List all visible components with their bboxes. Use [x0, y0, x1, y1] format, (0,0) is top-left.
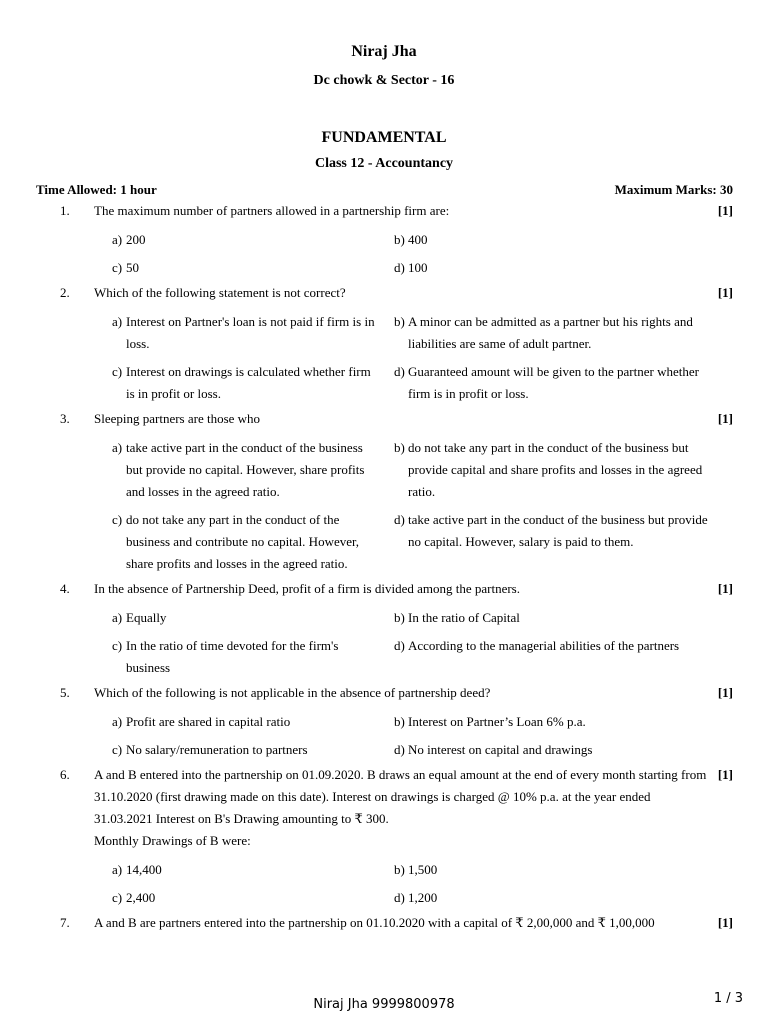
option-text: take active part in the conduct of the business but provide no capital. However, share profits and losses in the agreed ratio. [126, 440, 365, 499]
question-text: A and B are partners entered into the partnership on 01.10.2020 with a capital of ₹ 2,00,000 and ₹ 1,00,000 [94, 915, 655, 930]
option-text: do not take any part in the conduct of the business and contribute no capital. However, share profits and losses in the agreed ratio. [126, 512, 360, 571]
question-text: In the absence of Partnership Deed, profit of a firm is divided among the partners. [94, 581, 520, 596]
paper-title: FUNDAMENTAL [321, 129, 447, 146]
option-d [394, 361, 734, 405]
option-b [394, 437, 734, 503]
option-b [394, 311, 734, 355]
question-marks: [1] [717, 411, 733, 426]
option-label: c) [112, 512, 123, 527]
option-label: d) [394, 742, 405, 757]
option-c [112, 257, 394, 279]
option-text: 14,400 [126, 862, 162, 877]
option-label: c) [112, 890, 123, 905]
option-text: 1,500 [408, 862, 438, 877]
question-line [0, 408, 768, 430]
question-line [0, 912, 768, 934]
question-line [0, 578, 768, 600]
question-marks: [1] [717, 915, 733, 930]
option-b [394, 711, 734, 733]
question-3 [0, 408, 768, 575]
option-c [112, 361, 394, 405]
question-list [0, 200, 768, 934]
option-text: 400 [408, 232, 428, 247]
option-label: c) [112, 364, 123, 379]
class-subject: Class 12 - Accountancy [314, 156, 454, 171]
question-marks: [1] [717, 685, 733, 700]
center-name: Dc chowk & Sector - 16 [313, 73, 455, 88]
question-marks: [1] [717, 581, 733, 596]
option-text: No salary/remuneration to partners [126, 742, 308, 757]
time-allowed: Time Allowed: 1 hour [36, 182, 157, 197]
option-c [112, 887, 394, 909]
option-label: c) [112, 638, 123, 653]
option-d [394, 635, 734, 679]
question-number: 2. [60, 285, 70, 300]
option-d [394, 257, 734, 279]
option-text: 50 [126, 260, 139, 275]
option-label: d) [394, 364, 405, 379]
option-label: a) [112, 232, 123, 247]
option-a [112, 859, 394, 881]
question-text: A and B entered into the partnership on 01.09.2020. B draws an equal amount at the end of every month starting from 31.10.2020 (first drawing made on this date). Interest on drawings is charged @ 10% p.a. at the year ended 31.03.2021 Interest on B's Drawing amounting to ₹ 300. [94, 767, 707, 826]
question-number: 7. [60, 915, 70, 930]
question-text: The maximum number of partners allowed in a partnership firm are: [94, 203, 450, 218]
option-label: b) [394, 610, 405, 625]
question-number: 4. [60, 581, 70, 596]
author-name: Niraj Jha [351, 43, 417, 60]
question-1 [0, 200, 768, 279]
option-label: c) [112, 742, 123, 757]
question-text: Which of the following is not applicable in the absence of partnership deed? [94, 685, 491, 700]
option-text: Interest on Partner’s Loan 6% p.a. [408, 714, 586, 729]
question-marks: [1] [717, 203, 733, 218]
option-text: take active part in the conduct of the business but provide no capital. However, salary is paid to them. [408, 512, 708, 549]
options-grid [0, 229, 768, 279]
page-number: 1 / 3 [713, 991, 743, 1006]
option-a [112, 711, 394, 733]
option-d [394, 509, 734, 575]
question-7 [0, 912, 768, 934]
options-grid [0, 607, 768, 679]
question-4 [0, 578, 768, 679]
question-text: Which of the following statement is not correct? [94, 285, 346, 300]
question-line [0, 764, 768, 852]
option-label: d) [394, 512, 405, 527]
option-a [112, 607, 394, 629]
option-d [394, 887, 734, 909]
question-number: 5. [60, 685, 70, 700]
option-a [112, 229, 394, 251]
question-line [0, 200, 768, 222]
option-label: a) [112, 440, 123, 455]
option-label: a) [112, 714, 123, 729]
option-label: b) [394, 714, 405, 729]
question-line [0, 282, 768, 304]
option-label: d) [394, 638, 405, 653]
option-label: b) [394, 440, 405, 455]
option-label: d) [394, 260, 405, 275]
option-label: d) [394, 890, 405, 905]
options-grid [0, 859, 768, 909]
option-text: 200 [126, 232, 146, 247]
option-text: 1,200 [408, 890, 438, 905]
question-5 [0, 682, 768, 761]
option-label: a) [112, 610, 123, 625]
option-text: do not take any part in the conduct of the business but provide capital and share profits and losses in the agreed ratio. [408, 440, 703, 499]
option-text: Equally [126, 610, 167, 625]
option-text: No interest on capital and drawings [408, 742, 593, 757]
question-number: 1. [60, 203, 70, 218]
option-text: In the ratio of Capital [408, 610, 520, 625]
option-c [112, 509, 394, 575]
options-grid [0, 437, 768, 575]
option-c [112, 635, 394, 679]
option-text: According to the managerial abilities of the partners [408, 638, 680, 653]
option-text: 2,400 [126, 890, 156, 905]
option-a [112, 311, 394, 355]
option-text: Profit are shared in capital ratio [126, 714, 291, 729]
option-b [394, 859, 734, 881]
option-text: In the ratio of time devoted for the firm's business [126, 638, 339, 675]
question-text: Sleeping partners are those who [94, 411, 261, 426]
option-text: 100 [408, 260, 428, 275]
option-d [394, 739, 734, 761]
option-b [394, 607, 734, 629]
option-label: c) [112, 260, 123, 275]
maximum-marks: Maximum Marks: 30 [614, 182, 733, 197]
option-c [112, 739, 394, 761]
option-label: b) [394, 862, 405, 877]
options-grid [0, 311, 768, 405]
question-number: 6. [60, 767, 70, 782]
option-label: b) [394, 314, 405, 329]
option-text: Interest on drawings is calculated whether firm is in profit or loss. [126, 364, 371, 401]
question-marks: [1] [717, 285, 733, 300]
question-subtext: Monthly Drawings of B were: [94, 833, 251, 848]
option-text: Guaranteed amount will be given to the partner whether firm is in profit or loss. [408, 364, 699, 401]
footer-contact: Niraj Jha 9999800978 [313, 997, 455, 1012]
option-b [394, 229, 734, 251]
option-label: a) [112, 862, 123, 877]
option-text: A minor can be admitted as a partner but his rights and liabilities are same of adult partner. [408, 314, 693, 351]
option-text: Interest on Partner's loan is not paid if firm is in loss. [126, 314, 375, 351]
options-grid [0, 711, 768, 761]
question-6 [0, 764, 768, 909]
question-marks: [1] [717, 767, 733, 782]
question-number: 3. [60, 411, 70, 426]
option-label: b) [394, 232, 405, 247]
question-line [0, 682, 768, 704]
option-a [112, 437, 394, 503]
question-2 [0, 282, 768, 405]
option-label: a) [112, 314, 123, 329]
